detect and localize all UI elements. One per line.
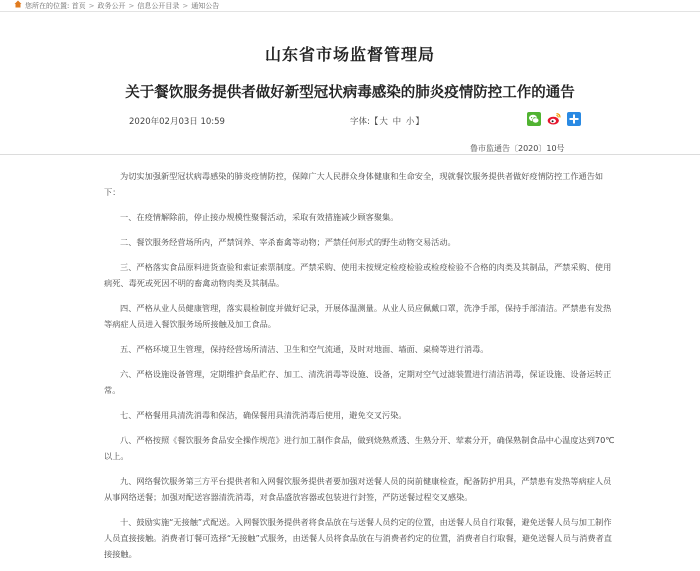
notice-item-6: 六、严格设施设备管理，定期维护食品贮存、加工、清洗消毒等设施、设备，定期对空气过滤装置进行清洁消毒，保证设施、设备运转正常。 [104, 369, 612, 395]
agency-name: 山东省市场监督管理局 [264, 45, 435, 64]
weibo-icon[interactable] [547, 112, 561, 126]
font-size-label: 字体:【 [350, 117, 379, 127]
breadcrumb-divider [0, 11, 700, 12]
document-number: 鲁市监通告〔2020〕10号 [470, 144, 565, 153]
font-size-close: 】 [415, 117, 424, 127]
font-small-button[interactable]: 小 [405, 117, 415, 127]
plus-icon[interactable] [567, 112, 581, 126]
notice-item-9: 九、网络餐饮服务第三方平台提供者和入网餐饮服务提供者要加强对送餐人员的岗前健康检查，配备防护用具，严禁患有发热等病症人员从事网络送餐；加强对配送容器清洗消毒，对食品盛放容器或包装进行封签，严防送餐过程交叉感染。 [104, 476, 612, 502]
notice-item-10: 十、鼓励实施“无接触”式配送。入网餐饮服务提供者将食品放在与送餐人员约定的位置，由送餐人员自行取餐，避免送餐人员与加工制作人员直接接触。消费者订餐可选择“无接触”式服务，由送餐人员将食品放在与消费者约定的位置，消费者自行取餐，避免送餐人员与消费者直接接触。 [104, 517, 612, 559]
wechat-icon[interactable] [527, 112, 541, 126]
breadcrumb-prefix: 您所在的位置: [25, 2, 72, 10]
breadcrumb-separator: > [128, 2, 135, 10]
intro-paragraph: 为切实加强新型冠状病毒感染的肺炎疫情防控，保障广大人民群众身体健康和生命安全，现就餐饮服务提供者做好疫情防控工作通告如下： [104, 171, 604, 197]
breadcrumb-gov-affairs[interactable]: 政务公开 [97, 2, 126, 10]
notice-item-3: 三、严格落实食品原料进货查验和索证索票制度。严禁采购、使用未按规定检疫检验或检疫检验不合格的肉类及其制品，严禁采购、使用病死、毒死或死因不明的畜禽动物肉类及其制品。 [104, 262, 612, 288]
share-bar [527, 112, 587, 126]
font-medium-button[interactable]: 中 [392, 117, 402, 127]
page-title: 关于餐饮服务提供者做好新型冠状病毒感染的肺炎疫情防控工作的通告 [125, 85, 575, 101]
notice-item-4: 四、严格从业人员健康管理，落实晨检制度并做好记录，开展体温测量。从业人员应佩戴口罩，洗净手部，保持手部清洁。严禁患有发热等病症人员进入餐饮服务场所接触及加工食品。 [104, 303, 612, 329]
publish-date: 2020年02月03日 10:59 [129, 117, 225, 127]
notice-item-7: 七、严格餐用具清洗消毒和保洁，确保餐用具清洗消毒后使用，避免交叉污染。 [120, 410, 407, 420]
notice-item-8: 八、严格按照《餐饮服务食品安全操作规范》进行加工制作食品，做到烧熟煮透、生熟分开、荤素分开，确保熟制食品中心温度达到70℃以上。 [104, 435, 615, 461]
notice-item-2: 二、餐饮服务经营场所内，严禁饲养、宰杀畜禽等动物；严禁任何形式的野生动物交易活动。 [120, 237, 456, 247]
article-body [104, 168, 618, 571]
notice-item-5: 五、严格环境卫生管理，保持经营场所清洁、卫生和空气流通，及时对地面、墙面、桌椅等进行消毒。 [120, 344, 489, 354]
notice-item-1: 一、在疫情解除前，停止接办规模性聚餐活动，采取有效措施减少顾客聚集。 [120, 212, 399, 222]
breadcrumb-home[interactable]: 首页 [71, 2, 86, 10]
breadcrumb-separator: > [182, 2, 189, 10]
breadcrumb-separator: > [88, 2, 95, 10]
font-size-switcher [350, 115, 424, 127]
font-large-button[interactable]: 大 [379, 117, 388, 127]
article-meta [0, 112, 700, 130]
breadcrumb-info-catalog[interactable]: 信息公开目录 [137, 2, 180, 10]
header-divider [0, 154, 700, 155]
breadcrumb-notices[interactable]: 通知公告 [191, 2, 220, 10]
